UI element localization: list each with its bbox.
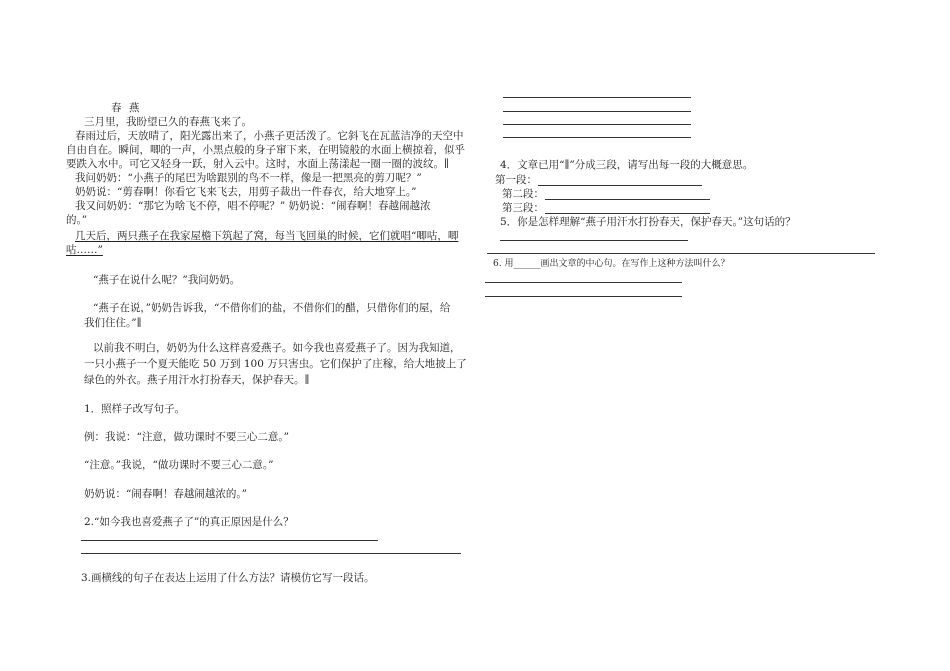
answer-line[interactable] [545,213,710,214]
passage-paragraph: 绿色的外衣。燕子用汗水打扮春天，保护春天。∥ [84,374,310,386]
passage-paragraph: 春雨过后，天放晴了，阳光露出来了，小燕子更活泼了。它斜飞在瓦蓝洁净的天空中 [75,130,464,142]
answer-line[interactable] [81,540,378,541]
answer-line[interactable] [538,185,702,186]
question-1-task: 奶奶说：“闹春啊！春越闹越浓的。” [84,488,247,500]
answer-line[interactable] [81,553,461,554]
passage-paragraph: 奶奶说：“剪春啊！你看它飞来飞去，用剪子裁出一件春衣，给大地穿上。” [75,186,417,198]
question-4: 4．文章已用“∥”分成三段，请写出每一段的大概意思。 [500,159,754,171]
passage-paragraph: 一只小燕子一个夏天能吃 50 万到 100 万只害虫。它们保护了庄稼，给大地披上了 [84,358,467,370]
question-5: 5．你是怎样理解“燕子用汗水打扮春天，保护春天。”这句话的？ [500,216,796,228]
question-3: 3.画横线的句子在表达上运用了什么方法？请模仿它写一段话。 [81,572,375,584]
answer-line[interactable] [485,296,682,297]
answer-line[interactable] [500,240,688,241]
question-6-blank: ______ [513,259,541,269]
passage-paragraph: 我又问奶奶：“那它为啥飞不停，唱不停呢？” 奶奶说：“闹春啊！春越闹越浓 [75,200,431,212]
answer-line[interactable] [487,253,875,254]
answer-line[interactable] [503,97,691,98]
passage-paragraph: 自由自在。瞬间，唧的一声，小黑点般的身子窜下来，在明镜般的水面上横掠着，似乎 [66,144,465,156]
question-6 [493,258,729,270]
answer-line[interactable] [545,199,710,200]
question-6-suffix: 画出文章的中心句。在写作上这种方法叫什么？ [540,259,730,269]
question-6-prefix: 6. 用 [493,259,514,269]
passage-paragraph: 的。” [66,214,88,226]
answer-line[interactable] [503,111,691,112]
passage-paragraph: 三月里，我盼望已久的春燕飞来了。 [84,116,252,128]
question-4-segment-3: 第三段： [502,202,544,214]
question-4-segment-2: 第二段： [502,188,544,200]
passage-paragraph: “燕子在说，”奶奶告诉我，“不借你们的盐，不借你们的醋，只借你们的屋，给 [93,302,451,314]
passage-paragraph: 以前我不明白，奶奶为什么这样喜爱燕子。如今我也喜爱燕子了。因为我知道， [93,342,461,354]
question-4-segment-1: 第一段： [495,174,537,186]
passage-paragraph: 要跌入水中。可它又轻身一跃，射入云中。这时，水面上荡漾起一圈一圈的波纹。∥ [66,158,449,170]
passage-paragraph: 我们住住。”∥ [84,317,142,329]
underlined-sentence-end: 咕……” [66,244,103,256]
answer-line[interactable] [485,282,682,283]
passage-paragraph: “燕子在说什么呢？”我问奶奶。 [93,274,241,286]
underlined-sentence: 几天后，两只燕子在我家屋檐下筑起了窝，每当飞回巢的时候，它们就唱“唧咕，唧 [75,230,459,242]
answer-line[interactable] [503,124,691,125]
passage-paragraph: 我问奶奶：“小燕子的尾巴为啥跟别的鸟不一样，像是一把黑亮的剪刀呢？” [75,172,422,184]
question-1: 1．照样子改写句子。 [84,403,186,415]
question-1-example-rewritten: “注意。”我说，“做功课时不要三心二意。” [84,459,274,471]
question-1-example: 例：我说：“注意，做功课时不要三心二意。” [84,431,289,443]
passage-title: 春 燕 [111,102,142,114]
answer-line[interactable] [503,137,691,138]
question-2: 2.“如今我也喜爱燕子了”的真正原因是什么？ [84,516,294,528]
